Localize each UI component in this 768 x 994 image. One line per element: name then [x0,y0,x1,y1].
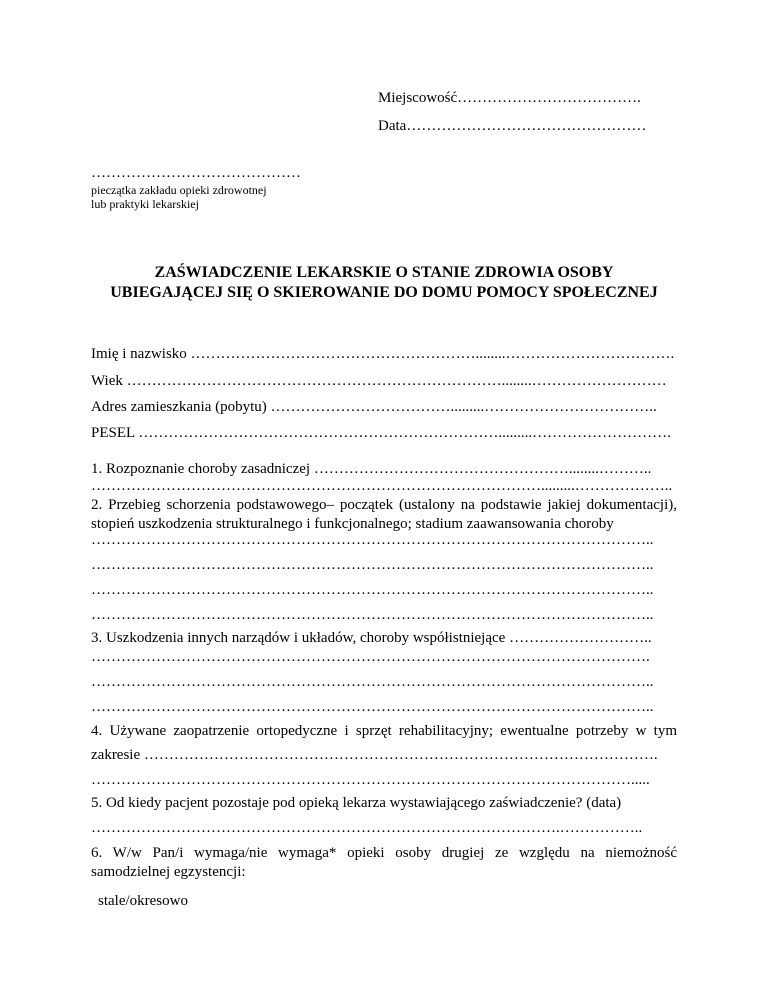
orthopedic-field[interactable]: zakresie …………………………………………………………………………………………. [91,747,658,763]
comorbidities-line-3[interactable]: ………………………………………………………………………………………………….. [91,699,654,715]
disease-course-line-2[interactable]: ………………………………………………………………………………………………….. [91,557,654,573]
care-since-line[interactable]: ………………………………………………………………………………….…………….. [91,820,643,836]
diagnosis-field[interactable]: 1. Rozpoznanie choroby zasadniczej ……………………………………………........……….. [91,461,652,477]
care-frequency-option[interactable]: stale/okresowo [98,893,188,909]
disease-course-line-1[interactable]: ………………………………………………………………………………………………….. [91,532,654,548]
title-line-2: UBIEGAJĄCEJ SIĘ O SKIEROWANIE DO DOMU POMOCY SPOŁECZNEJ [110,284,658,301]
comorbidities-line-1[interactable]: …………………………………………………………………………………………………. [91,649,650,665]
stamp-caption-2: lub praktyki lekarskiej [91,197,199,211]
address-field[interactable]: Adres zamieszkania (pobytu) ……………………………….........…………………………….. [91,399,657,415]
name-field[interactable]: Imię i nazwisko …………………………………………………........……………………………. [91,346,675,362]
title-line-1: ZAŚWIADCZENIE LEKARSKIE O STANIE ZDROWIA OSOBY [154,264,614,281]
document-title [60,263,708,303]
disease-course-line-3[interactable]: ………………………………………………………………………………………………….. [91,582,654,598]
disease-course-label: 2. Przebieg schorzenia podstawowego– początek (ustalony na podstawie jakiej dokumentacji), stopień uszkodzenia strukturalnego i funkcjonalnego; stadium zaawansowania choroby [91,497,677,532]
date-field[interactable]: Data………………………………………… [378,118,647,134]
disease-course-line-4[interactable]: ………………………………………………………………………………………………….. [91,607,654,623]
care-need-label: 6. W/w Pan/i wymaga/nie wymaga* opieki osoby drugiej ze względu na niemożność samodzielnej egzystencji: [91,845,677,880]
stamp-area: …………………………………… [91,165,301,181]
orthopedic-label: 4. Używane zaopatrzenie ortopedyczne i sprzęt rehabilitacyjny; ewentualne potrzeby w tym [91,723,677,739]
comorbidities-line-2[interactable]: ………………………………………………………………………………………………….. [91,674,654,690]
place-field[interactable]: Miejscowość………………………………. [378,90,641,106]
pesel-field[interactable]: PESEL ……………………………………………………………….........………………………. [91,425,671,441]
age-field[interactable]: Wiek …………………………………………………………………........……………………… [91,373,667,389]
comorbidities-field[interactable]: 3. Uszkodzenia innych narządów i układów, choroby współistniejące ……………………….. [91,630,652,646]
orthopedic-line[interactable]: ………………………………………………………………………………………………..... [91,772,650,788]
care-since-label: 5. Od kiedy pacjent pozostaje pod opieką lekarza wystawiającego zaświadczenie? (data) [91,795,622,811]
diagnosis-line[interactable]: ……………………………………………………………………………….........……………….. [91,478,673,494]
stamp-caption-1: pieczątka zakładu opieki zdrowotnej [91,183,267,197]
